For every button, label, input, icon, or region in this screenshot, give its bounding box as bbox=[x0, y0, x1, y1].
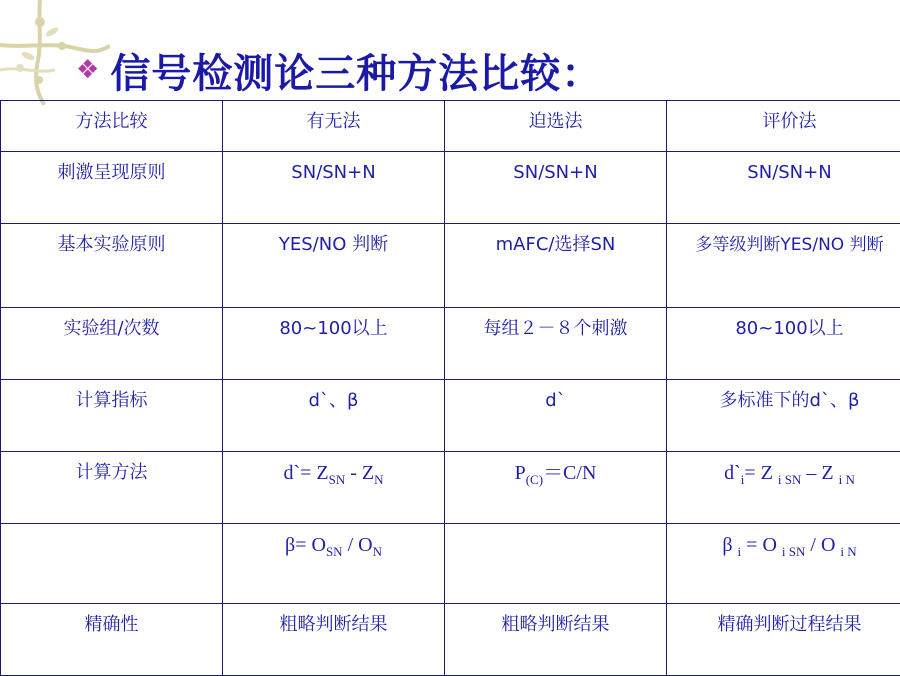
table-cell: YES/NO 判断 bbox=[223, 224, 445, 308]
table-row bbox=[1, 452, 900, 524]
diamond-bullet-icon: ❖ bbox=[76, 55, 100, 85]
row-label: 计算方法 bbox=[1, 452, 223, 524]
table-cell: 精确判断过程结果 bbox=[667, 604, 900, 676]
formula-beta-rating: β $_i$ = O $_{i SN}$ / O $_{i N}$ bbox=[667, 524, 900, 604]
formula-d-prime-yes-no: d`= $Z_{SN} - Z_N$ bbox=[223, 452, 445, 524]
header-cell: 迫选法 bbox=[445, 101, 667, 152]
table-cell: mAFC/选择SN bbox=[445, 224, 667, 308]
table-row bbox=[1, 152, 900, 224]
row-label: 实验组/次数 bbox=[1, 308, 223, 380]
row-label bbox=[1, 524, 223, 604]
header-cell: 方法比较 bbox=[1, 101, 223, 152]
table-row bbox=[1, 224, 900, 308]
table-cell: 每组２－８个刺激 bbox=[445, 308, 667, 380]
table-header-row bbox=[1, 101, 900, 152]
table-cell: d`、β bbox=[223, 380, 445, 452]
comparison-table bbox=[0, 100, 900, 676]
table-cell: 80~100以上 bbox=[667, 308, 900, 380]
table-cell: SN/SN+N bbox=[667, 152, 900, 224]
formula-d-prime-rating: $d`_i= Z$ $_{i SN}$ – Z $_{i N}$ bbox=[667, 452, 900, 524]
table-cell: d` bbox=[445, 380, 667, 452]
table-row bbox=[1, 308, 900, 380]
row-label: 计算指标 bbox=[1, 380, 223, 452]
table-row bbox=[1, 604, 900, 676]
table-cell: 粗略判断结果 bbox=[223, 604, 445, 676]
header-cell: 评价法 bbox=[667, 101, 900, 152]
row-label: 刺激呈现原则 bbox=[1, 152, 223, 224]
table-cell: 多等级判断YES/NO 判断 bbox=[667, 224, 900, 308]
row-label: 基本实验原则 bbox=[1, 224, 223, 308]
slide-title: 信号检测论三种方法比较： bbox=[110, 42, 602, 99]
slide-title-row bbox=[76, 40, 602, 100]
table-cell: 多标准下的d`、β bbox=[667, 380, 900, 452]
table-cell bbox=[445, 524, 667, 604]
table-row bbox=[1, 524, 900, 604]
table-cell: SN/SN+N bbox=[445, 152, 667, 224]
formula-beta-yes-no: $\beta= O_{SN} / O_N$ bbox=[223, 524, 445, 604]
table-row bbox=[1, 380, 900, 452]
formula-p-correct: $P_{(C)}=C/N$ bbox=[445, 452, 667, 524]
header-cell: 有无法 bbox=[223, 101, 445, 152]
table-cell: 80~100以上 bbox=[223, 308, 445, 380]
table-cell: SN/SN+N bbox=[223, 152, 445, 224]
table-cell: 粗略判断结果 bbox=[445, 604, 667, 676]
row-label: 精确性 bbox=[1, 604, 223, 676]
